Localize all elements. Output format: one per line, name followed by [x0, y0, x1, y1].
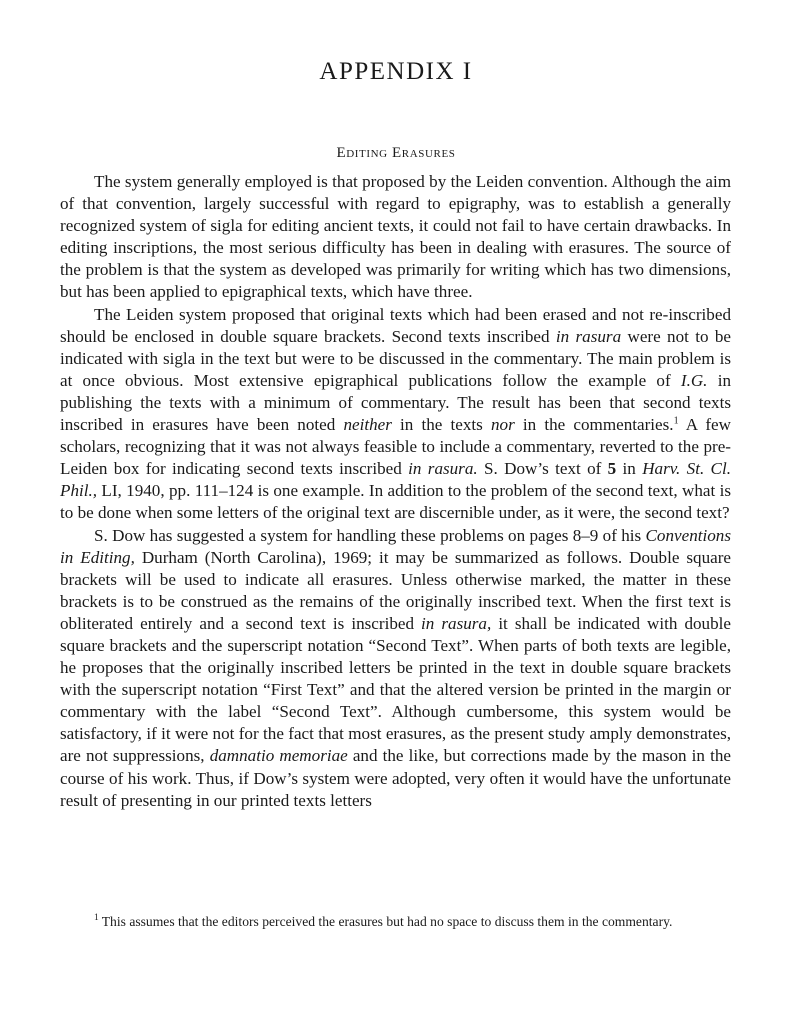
italic-term: in rasura.: [408, 459, 478, 479]
paragraph-text: Durham (North Carolina), 1969; it may be summarized as follows. Double square brackets will be used to indicate all erasures. Unless otherwise marked, the matter in these brackets is to be construed as the remains of the originally inscribed text. When the first text is obliterated entirely and a second text is inscribed: [60, 547, 731, 633]
section-subtitle: Editing Erasures: [336, 145, 456, 161]
paragraph-text: in the commentaries.: [522, 415, 674, 435]
italic-term: neither: [343, 415, 392, 435]
italic-term: nor: [491, 415, 515, 435]
italic-term: in rasura: [555, 326, 622, 346]
paragraph-text: A few scholars, recognizing that it was not always feasible to include a commentary, reverted to the pre-Leiden box for indicating second texts inscribed: [60, 415, 731, 479]
footnote-mark: 1: [94, 913, 99, 924]
paragraph-2: [60, 304, 731, 525]
paragraph-text: were not to be indicated with sigla in the text but were to be discussed in the commentary. The main problem is at once obvious. Most extensive epigraphical publications follow the example of: [60, 326, 731, 390]
paragraph-1: [60, 171, 731, 304]
italic-term: in rasura,: [421, 613, 492, 633]
paragraph-text: in the texts: [400, 415, 483, 435]
italic-title: Conventions in Editing,: [60, 525, 731, 567]
paragraph-text: S. Dow’s text of: [484, 459, 602, 479]
paragraph-text: The Leiden system proposed that original texts which had been erased and not re-inscribed should be enclosed in double square brackets. Second texts inscribed: [60, 304, 731, 346]
paragraph-text: and the like, but corrections made by the mason in the course of his work. Thus, if Dow’s system were adopted, very often it would have the unfortunate result of presenting in our printed texts letters: [60, 746, 731, 810]
footnote-reference[interactable]: 1: [673, 415, 679, 427]
paragraph-text: LI, 1940, pp. 111–124 is one example. In addition to the problem of the second text, what is to be done when some letters of the original text are discernible under, as it were, the second text?: [60, 481, 731, 523]
footnote: [60, 913, 731, 932]
italic-title: I.G.: [680, 370, 708, 390]
italic-term: damnatio memoriae: [209, 746, 348, 766]
paragraph-text: The system generally employed is that proposed by the Leiden convention. Although the aim of that convention, largely successful with regard to epigraphy, was to establish a generally recognized system of sigla for editing ancient texts, it could not fail to have certain drawbacks. In editing inscriptions, the most serious difficulty has been in dealing with erasures. The source of the problem is that the system as developed was primarily for writing which has two dimensions, but has been applied to epigraphical texts, which have three.: [60, 172, 731, 302]
footnote-text: This assumes that the editors perceived the erasures but had no space to discuss them in the commentary.: [101, 914, 673, 929]
paragraph-text: in: [622, 459, 636, 479]
bold-number: 5: [607, 459, 617, 479]
page-title: APPENDIX I: [319, 58, 473, 85]
paragraph-text: in publishing the texts with a minimum of commentary. The result has been that second texts inscribed in erasures have been noted: [60, 370, 731, 435]
body-text: [60, 171, 731, 812]
paragraph-3: [60, 525, 731, 812]
paragraph-text: S. Dow has suggested a system for handling these problems on pages 8–9 of his: [94, 525, 642, 545]
italic-title: Harv. St. Cl. Phil.,: [60, 459, 731, 501]
paragraph-text: it shall be indicated with double square brackets and the superscript notation “Second Text”. When parts of both texts are legible, he proposes that the originally inscribed letters be printed in the text in double square brackets with the superscript notation “First Text” and that the altered version be printed in the margin or commentary with the label “Second Text”. Although cumbersome, this system would be satisfactory, if it were not for the fact that most erasures, as the present study amply demonstrates, are not suppressions,: [60, 613, 731, 766]
